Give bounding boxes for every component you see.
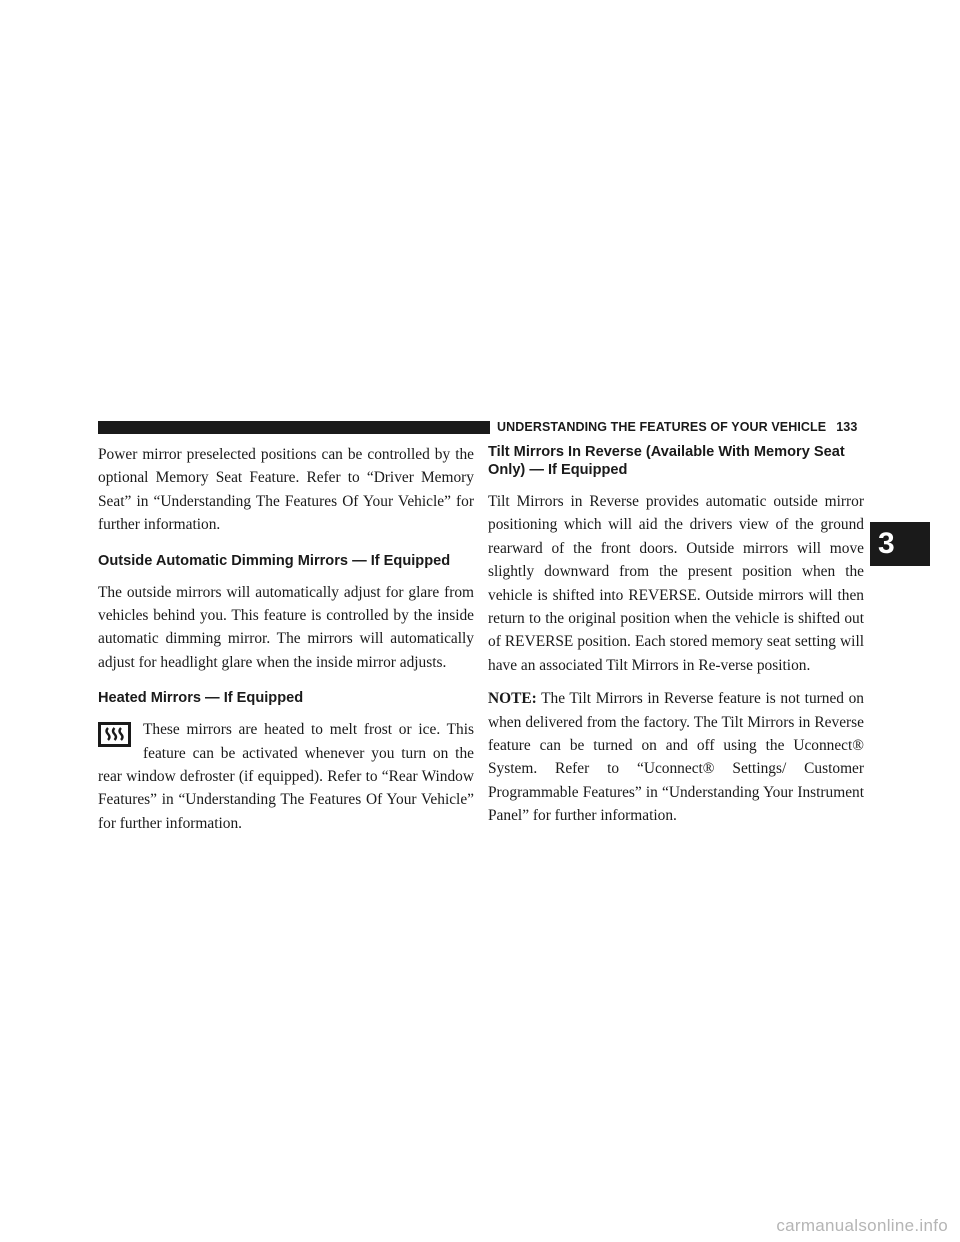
heated-mirrors-section — [98, 718, 474, 835]
tilt-mirrors-note — [488, 687, 864, 827]
chapter-tab: 3 — [870, 522, 930, 566]
dimming-mirrors-heading: Outside Automatic Dimming Mirrors — If Equipped — [98, 552, 451, 569]
dimming-mirrors-paragraph: The outside mirrors will automatically adjust for glare from vehicles behind you. This feature is controlled by the inside automatic dimming mirror. The mirrors will automatically adjust for headlight glare when the inside mirror adjusts. — [98, 583, 474, 671]
note-text: The Tilt Mirrors in Reverse feature is not turned on when delivered from the factory. The Tilt Mirrors in Reverse feature can be turned on and off using the Uconnect® System. Refer to “Uconnect® Settings/ Customer Programmable Features” in “Understanding Your Instrument Panel” for further information. — [488, 690, 864, 825]
header-rule — [98, 421, 490, 434]
page-number: 133 — [836, 420, 858, 434]
heated-mirrors-heading: Heated Mirrors — If Equipped — [98, 690, 304, 707]
section-title: UNDERSTANDING THE FEATURES OF YOUR VEHICLE — [497, 420, 827, 434]
heated-mirrors-paragraph: These mirrors are heated to melt frost or ice. This feature can be activated whenever you turn on the rear window defroster (if equipped). Refer to “Rear Window Features” in “Understanding The Features Of Your Vehicle” for further information. — [98, 721, 474, 832]
tilt-mirrors-heading: Tilt Mirrors In Reverse (Available With Memory Seat Only) — If Equipped — [488, 444, 845, 478]
rear-defroster-icon — [98, 722, 131, 747]
tilt-mirrors-paragraph: Tilt Mirrors in Reverse provides automatic outside mirror positioning which will aid the drivers view of the ground rearward of the front doors. Outside mirrors will move slightly downward from the present position when the vehicle is shifted into REVERSE. Outside mirrors will then return to the original position when the vehicle is shifted out of REVERSE position. Each stored memory seat setting will have an associated Tilt Mirrors in Re-verse position. — [488, 493, 864, 674]
right-column — [488, 443, 864, 828]
left-column — [98, 443, 474, 835]
running-header — [497, 419, 857, 435]
watermark-text: carmanualsonline.info — [776, 1216, 948, 1235]
note-label: NOTE: — [488, 690, 537, 708]
intro-paragraph: Power mirror preselected positions can be controlled by the optional Memory Seat Feature. Refer to “Driver Memory Seat” in “Understanding The Features Of Your Vehicle” for further information. — [98, 446, 474, 534]
